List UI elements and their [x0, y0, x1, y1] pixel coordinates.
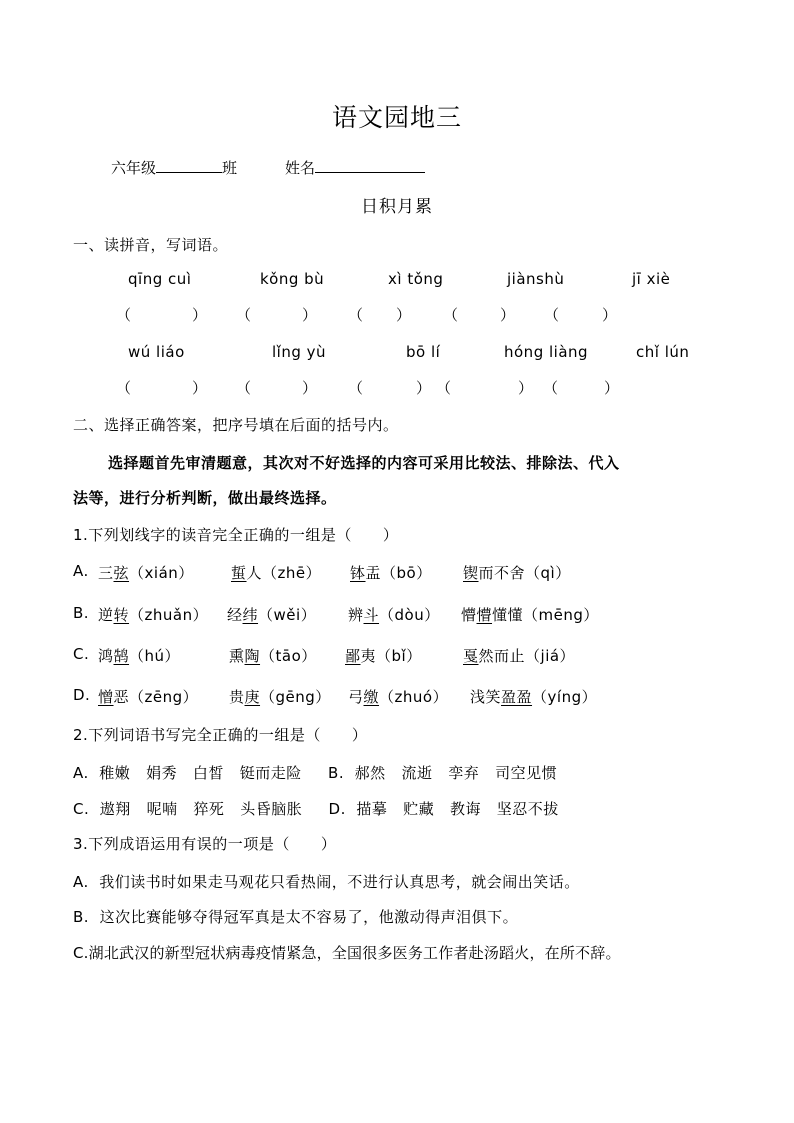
answer-paren-close: ） [500, 306, 516, 324]
student-info-line [111, 156, 425, 178]
answer-paren-close: ） [604, 379, 620, 397]
q1a-item: 钵盂（bō） [350, 564, 432, 582]
q2-options-ab: A. 稚嫩 娟秀 白皙 铤而走险 B. 郝然 流逝 孪弃 司空见惯 [73, 764, 558, 782]
q1a-item: 蜇人（zhē） [231, 564, 322, 582]
q1-option-b [73, 604, 599, 624]
answer-paren-close: ） [192, 306, 208, 324]
pinyin-item: hóng liàng [504, 343, 589, 361]
q1a-item: 锲而不舍（qì） [463, 564, 571, 582]
q1c-item: 熏陶（tāo） [229, 647, 317, 665]
name-blank[interactable] [315, 156, 425, 173]
pinyin-item: chǐ lún [636, 343, 690, 361]
answer-paren-open: （ [544, 306, 560, 324]
q1d-item: 贵庚（gēng） [229, 688, 331, 706]
answer-paren-open: （ [236, 379, 252, 397]
section2-heading: 二、选择正确答案，把序号填在后面的括号内。 [73, 416, 399, 434]
answer-paren-close: ） [416, 379, 432, 397]
name-label: 姓名 [285, 159, 316, 177]
answer-paren-open: （ [436, 379, 452, 397]
pinyin-item: xì tǒng [388, 270, 444, 288]
q1-option-a [73, 562, 571, 582]
answer-paren-close: ） [396, 306, 412, 324]
q2-stem: 2.下列词语书写完全正确的一组是（ ） [73, 726, 368, 744]
q1c-item: 鸿鹄（hú） [98, 647, 181, 665]
answer-paren-close: ） [192, 379, 208, 397]
answer-paren-close: ） [302, 379, 318, 397]
q3-option-b: B. 这次比赛能够夺得冠军真是太不容易了，他激动得声泪俱下。 [73, 908, 519, 926]
option-label: A. [73, 562, 89, 580]
answer-paren-open: （ [443, 306, 459, 324]
q1d-item: 浅笑盈盈（yíng） [470, 688, 598, 706]
grade-label: 六年级 [111, 159, 157, 177]
pinyin-item: kǒng bù [260, 270, 325, 288]
q1-stem: 1.下列划线字的读音完全正确的一组是（ ） [73, 526, 399, 544]
q2-options-cd: C. 遨翔 呢喃 猝死 头昏脑胀 D. 描摹 贮藏 教诲 坚忍不拔 [73, 800, 559, 818]
option-label: C. [73, 645, 90, 663]
answer-paren-close: ） [518, 379, 534, 397]
section1-heading: 一、读拼音，写词语。 [73, 236, 229, 254]
answer-paren-close: ） [602, 306, 618, 324]
answer-paren-open: （ [116, 306, 132, 324]
pinyin-item: qīng cuì [128, 270, 192, 288]
answer-paren-open: （ [348, 306, 364, 324]
q3-option-a: A. 我们读书时如果走马观花只看热闹，不进行认真思考，就会闹出笑话。 [73, 873, 580, 891]
tip-line-1: 选择题首先审清题意，其次对不好选择的内容可采用比较法、排除法、代入 [108, 454, 620, 472]
section-subtitle: 日积月累 [361, 197, 433, 217]
pinyin-item: bō lí [406, 343, 441, 361]
q1b-item: 经纬（wěi） [227, 606, 317, 624]
q1b-item: 逆转（zhuǎn） [98, 606, 209, 624]
grade-blank[interactable] [156, 156, 222, 173]
answer-paren-open: （ [543, 379, 559, 397]
q1b-item: 辨斗（dòu） [348, 606, 440, 624]
answer-paren-open: （ [348, 379, 364, 397]
q1a-item: 三弦（xián） [98, 564, 194, 582]
q1-option-d [73, 686, 598, 706]
answer-paren-open: （ [116, 379, 132, 397]
q1d-item: 弓缴（zhuó） [348, 688, 449, 706]
q1d-item: 憎恶（zēng） [98, 688, 199, 706]
q3-stem: 3.下列成语运用有误的一项是（ ） [73, 835, 337, 853]
q1b-item: 懵懵懂懂（mēng） [461, 606, 599, 624]
q1c-item: 戛然而止（jiá） [463, 647, 576, 665]
page-title: 语文园地三 [331, 103, 462, 132]
pinyin-item: wú liáo [128, 343, 185, 361]
pinyin-item: lǐng yù [272, 343, 327, 361]
q1c-item: 鄙夷（bǐ） [345, 647, 422, 665]
q1-option-c [73, 645, 576, 665]
pinyin-item: jiànshù [507, 270, 565, 288]
tip-line-2: 法等，进行分析判断，做出最终选择。 [73, 489, 337, 507]
q3-option-c: C.湖北武汉的新型冠状病毒疫情紧急，全国很多医务工作者赴汤蹈火，在所不辞。 [73, 944, 621, 962]
option-label: D. [73, 686, 91, 704]
answer-paren-open: （ [236, 306, 252, 324]
class-label: 班 [222, 159, 238, 177]
answer-paren-close: ） [302, 306, 318, 324]
option-label: B. [73, 604, 90, 622]
pinyin-item: jī xiè [632, 270, 671, 288]
